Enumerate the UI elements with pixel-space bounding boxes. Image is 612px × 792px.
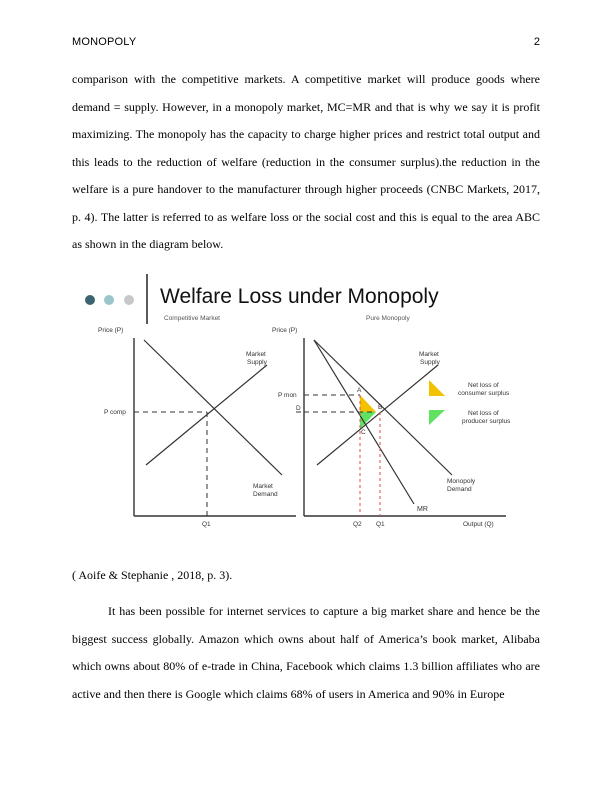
title-dot-2 <box>104 295 114 305</box>
welfare-loss-diagram <box>74 272 538 545</box>
right-q1-label: Q1 <box>376 521 385 528</box>
point-a-label: A <box>357 387 362 394</box>
body-paragraph-1: comparison with the competitive markets. A competitive market will produce goods where demand = supply. However, in a monopoly market, MC=MR and that is why we say it is profit maximizing. The monopoly has the capacity to charge higher prices and restrict total output and this leads to the reduction of welfare (reduction in the consumer surplus).the reduction in the welfare is a pure handover to the manufacturer through higher proceeds (CNBC Markets, 2017, p. 4). The latter is referred to as welfare loss or the social cost and this is equal to the area ABC as shown in the diagram below. <box>72 72 540 251</box>
monopoly-demand-label-1: Monopoly <box>447 478 476 485</box>
left-y-axis-label: Price (P) <box>98 327 124 334</box>
right-supply-label-1: Market <box>419 351 439 358</box>
monopoly-demand-label-2: Demand <box>447 486 472 493</box>
title-dot-1 <box>85 295 95 305</box>
legend-producer-line-1: Net loss of <box>468 410 499 417</box>
point-c-label: C <box>361 429 366 436</box>
q2-label: Q2 <box>353 521 362 528</box>
right-y-axis-label: Price (P) <box>272 327 298 334</box>
legend-consumer-line-2: consumer surplus <box>458 390 510 397</box>
output-axis-label: Output (Q) <box>463 521 494 528</box>
left-supply-label-2: Supply <box>247 359 267 366</box>
figure-title: Welfare Loss under Monopoly <box>160 285 439 308</box>
left-demand-label-1: Market <box>253 483 273 490</box>
mr-label: MR <box>417 506 428 513</box>
p-mon-label: P mon <box>278 392 297 399</box>
left-q1-label: Q1 <box>202 521 211 528</box>
right-subtitle: Pure Monopoly <box>366 315 410 322</box>
left-supply-label-1: Market <box>246 351 266 358</box>
page-number: 2 <box>533 36 540 48</box>
right-supply-label-2: Supply <box>420 359 440 366</box>
body-paragraph-2: It has been possible for internet services to capture a big market share and hence be the biggest success globally. Amazon which owns about half of America’s book market, Alibaba which owns about 80% of e-trade in China, Facebook which claims 1.3 billion affiliates who are active and then there is Google which claims 68% of users in America and 90% in Europe <box>72 604 540 701</box>
point-b-label: B <box>378 404 383 411</box>
running-head: MONOPOLY <box>72 36 137 48</box>
left-demand-label-2: Demand <box>253 491 278 498</box>
point-d-label: D <box>296 405 301 412</box>
welfare-loss-figure <box>74 272 538 545</box>
title-dot-3 <box>124 295 134 305</box>
p-comp-label: P comp <box>104 409 126 416</box>
figure-citation: ( Aoife & Stephanie , 2018, p. 3). <box>72 568 233 582</box>
left-subtitle: Competitive Market <box>164 315 220 322</box>
legend-consumer-line-1: Net loss of <box>468 382 499 389</box>
legend-producer-line-2: producer surplus <box>462 418 511 425</box>
